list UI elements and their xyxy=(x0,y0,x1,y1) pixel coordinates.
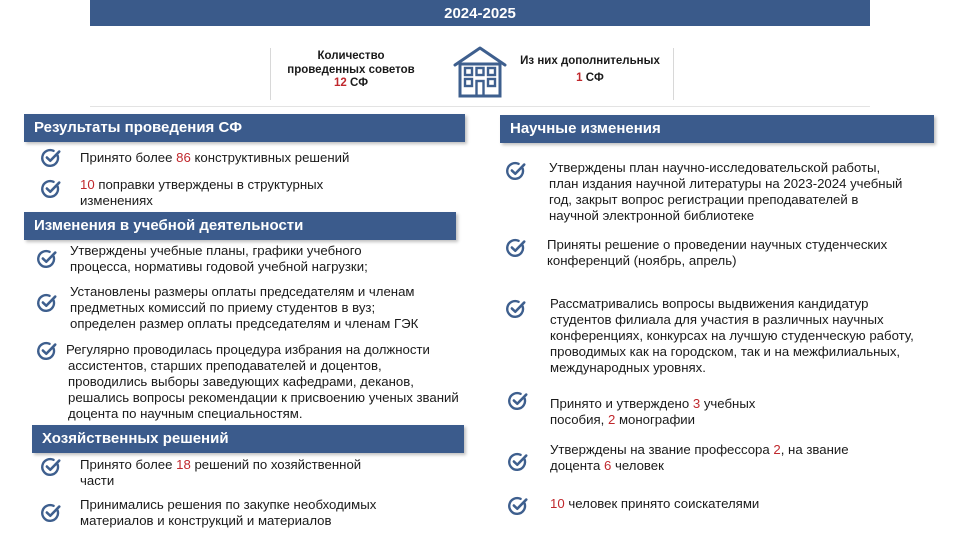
divider xyxy=(270,48,271,100)
science-item-4-num2: 2 xyxy=(607,412,616,427)
check-circle-icon xyxy=(505,298,527,320)
results-section-title: Результаты проведения СФ xyxy=(24,114,465,142)
check-circle-icon xyxy=(40,147,62,169)
science-item-4-mid: учебных xyxy=(700,396,756,411)
building-icon xyxy=(452,44,508,100)
science-item-2-l1: Приняты решение о проведении научных студенческих xyxy=(547,237,888,252)
economic-item-2-l2: материалов и конструкций и материалов xyxy=(80,513,332,528)
science-item-1-l2: план издания научной литературы на 2023-2024 учебный xyxy=(549,176,903,191)
economic-item-2 xyxy=(80,497,460,529)
check-circle-icon xyxy=(36,340,58,362)
economic-item-1-pre: Принято более xyxy=(80,457,177,472)
check-circle-icon xyxy=(505,160,527,182)
councils-label-line2: проведенных советов xyxy=(287,63,415,76)
study-item-3-l2: ассистентов, старших преподавателей и доцентов, xyxy=(68,358,382,373)
results-item-1-num: 86 xyxy=(176,150,191,165)
economic-item-1-post: решений по хозяйственной xyxy=(190,457,362,472)
science-item-5-pre: Утверждены на звание профессора xyxy=(550,442,774,457)
science-item-3-l5: международных уровнях. xyxy=(550,360,706,375)
science-item-4-l2-post: монографии xyxy=(615,412,696,427)
science-item-5-num1: 2 xyxy=(773,442,781,457)
check-circle-icon xyxy=(40,502,62,524)
check-circle-icon xyxy=(505,237,527,259)
study-section-title: Изменения в учебной деятельности xyxy=(24,212,456,240)
check-circle-icon xyxy=(507,451,529,473)
stats-separator xyxy=(90,106,870,107)
science-item-3-l2: студентов филиала для участия в различных научных xyxy=(550,312,884,327)
science-item-1-l4: научной электронной библиотеке xyxy=(549,208,755,223)
extra-label: Из них дополнительных xyxy=(520,55,660,67)
economic-section-title: Хозяйственных решений xyxy=(32,425,464,453)
science-item-1-l1: Утверждены план научно-исследовательской работы, xyxy=(549,160,881,175)
check-circle-icon xyxy=(36,292,58,314)
check-circle-icon xyxy=(40,178,62,200)
check-circle-icon xyxy=(36,248,58,270)
science-item-3 xyxy=(550,296,950,376)
study-item-3 xyxy=(66,342,486,422)
extra-value: 1 xyxy=(576,71,583,84)
check-circle-icon xyxy=(40,456,62,478)
councils-value-line xyxy=(276,77,426,91)
results-item-2-num: 10 xyxy=(80,177,95,192)
study-item-3-l4: решались вопросы рекомендации к присвоению ученых званий xyxy=(68,390,459,405)
results-item-1-post: конструктивных решений xyxy=(190,150,350,165)
study-item-2-l3: определен размер оплаты председателям и членам ГЭК xyxy=(70,316,419,331)
science-item-5 xyxy=(550,442,930,474)
science-section-title: Научные изменения xyxy=(500,115,934,143)
science-item-4-l2-pre: пособия, xyxy=(550,412,608,427)
extra-value-line xyxy=(512,72,668,86)
science-item-3-l3: конференциях, конкурсах на лучшую студенческую работу, xyxy=(550,328,914,343)
study-item-2 xyxy=(70,284,470,332)
science-item-1-l3: год, закрыт вопрос регистрации преподавателей в xyxy=(549,192,859,207)
check-circle-icon xyxy=(507,495,529,517)
study-item-3-l1: Регулярно проводилась процедура избрания на должности xyxy=(66,342,430,357)
divider xyxy=(673,48,674,100)
science-item-4-num1: 3 xyxy=(692,396,701,411)
results-item-2-l2: изменениях xyxy=(80,193,153,208)
economic-item-1-num: 18 xyxy=(176,457,191,472)
councils-label-line1: Количество xyxy=(317,50,385,62)
science-item-6-post: человек принято соискателями xyxy=(564,496,760,511)
science-item-5-l2-pre: доцента xyxy=(550,458,604,473)
science-item-5-l2-post: человек xyxy=(611,458,664,473)
science-item-3-l1: Рассматривались вопросы выдвижения кандидатур xyxy=(550,296,869,311)
councils-unit: СФ xyxy=(349,77,369,89)
study-item-2-l1: Установлены размеры оплаты председателям и членам xyxy=(70,284,415,299)
councils-value: 12 xyxy=(333,77,347,89)
results-item-1-pre: Принято более xyxy=(80,150,177,165)
results-item-2-l1: поправки утверждены в структурных xyxy=(94,177,324,192)
study-item-1-l1: Утверждены учебные планы, графики учебного xyxy=(70,243,362,258)
science-item-5-mid: , на звание xyxy=(780,442,849,457)
study-item-1 xyxy=(70,243,470,275)
results-item-2 xyxy=(80,177,460,209)
science-item-1 xyxy=(549,160,949,224)
economic-item-2-l1: Принимались решения по закупке необходимых xyxy=(80,497,377,512)
science-item-4-pre: Принято и утверждено xyxy=(550,396,693,411)
study-item-3-l5: доцента по научным специальностям. xyxy=(68,406,303,421)
science-item-2 xyxy=(547,237,947,269)
extra-unit: СФ xyxy=(585,71,604,84)
study-item-2-l2: предметных комиссий по приему студентов в вуз; xyxy=(70,300,376,315)
economic-item-1 xyxy=(80,457,460,489)
extra-stat xyxy=(512,55,668,85)
year-header: 2024-2025 xyxy=(90,0,870,26)
study-item-1-l2: процесса, нормативы годовой учебной нагрузки; xyxy=(70,259,368,274)
study-item-3-l3: проводились выборы заведующих кафедрами, деканов, xyxy=(68,374,414,389)
science-item-3-l4: проводимых как на городском, так и на межфилиальных, xyxy=(550,344,901,359)
science-item-6-num: 10 xyxy=(550,496,565,511)
science-item-2-l2: конференций (ноябрь, апрель) xyxy=(547,253,737,268)
councils-stat xyxy=(276,50,426,91)
results-item-1 xyxy=(80,150,460,166)
science-item-6 xyxy=(550,496,930,512)
check-circle-icon xyxy=(507,390,529,412)
science-item-5-num2: 6 xyxy=(603,458,612,473)
science-item-4 xyxy=(550,396,930,428)
economic-item-1-l2: части xyxy=(80,473,115,488)
